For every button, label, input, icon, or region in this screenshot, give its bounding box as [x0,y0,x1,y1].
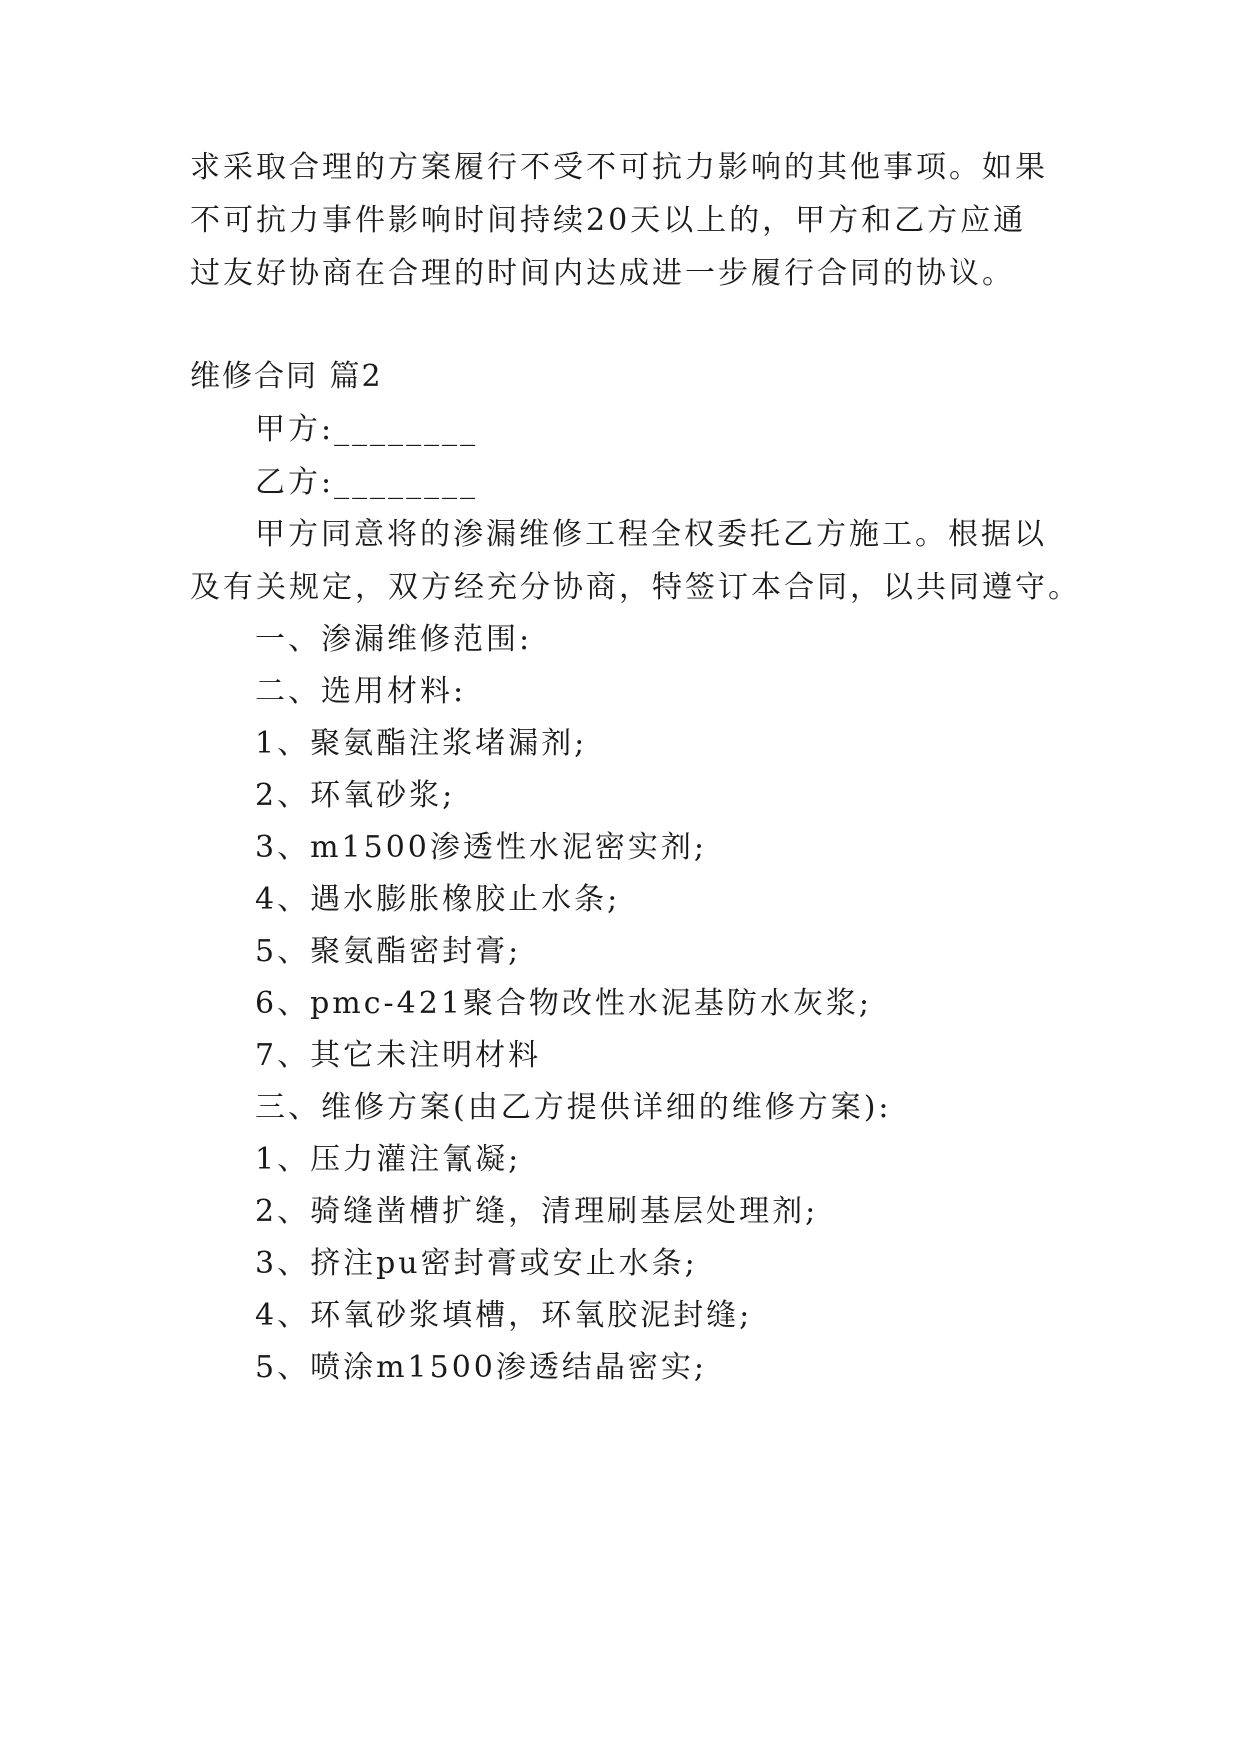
intro-line: 甲方同意将的渗漏维修工程全权委托乙方施工。根据以 [255,517,1047,552]
paragraph-line: 求采取合理的方案履行不受不可抗力影响的其他事项。如果 [190,150,1048,185]
list-item: 7、其它未注明材料 [255,1038,542,1073]
list-item: 5、聚氨酯密封膏; [255,934,522,969]
paragraph-line: 过友好协商在合理的时间内达成进一步履行合同的协议。 [190,256,1015,291]
section-heading: 维修合同 篇2 [190,359,383,394]
list-item: 6、pmc-421聚合物改性水泥基防水灰浆; [255,986,873,1021]
list-item: 1、聚氨酯注浆堵漏剂; [255,726,588,761]
party-b-line: 乙方:________ [255,465,479,500]
paragraph-line: 不可抗力事件影响时间持续20天以上的，甲方和乙方应通 [190,203,1027,238]
list-item: 三、维修方案(由乙方提供详细的维修方案): [255,1090,892,1125]
list-item: 3、m1500渗透性水泥密实剂; [255,830,707,865]
list-item: 3、挤注pu密封膏或安止水条; [255,1246,698,1281]
list-item: 4、环氧砂浆填槽，环氧胶泥封缝; [255,1298,753,1333]
party-a-line: 甲方:________ [255,412,479,447]
list-item: 2、环氧砂浆; [255,778,456,813]
list-item: 4、遇水膨胀橡胶止水条; [255,882,621,917]
list-item: 1、压力灌注氰凝; [255,1142,522,1177]
list-item: 一、渗漏维修范围: [255,622,533,657]
list-item: 二、选用材料: [255,674,467,709]
list-item: 5、喷涂m1500渗透结晶密实; [255,1350,707,1385]
intro-line: 及有关规定，双方经充分协商，特签订本合同，以共同遵守。 [190,570,1081,605]
list-item: 2、骑缝凿槽扩缝，清理刷基层处理剂; [255,1194,819,1229]
